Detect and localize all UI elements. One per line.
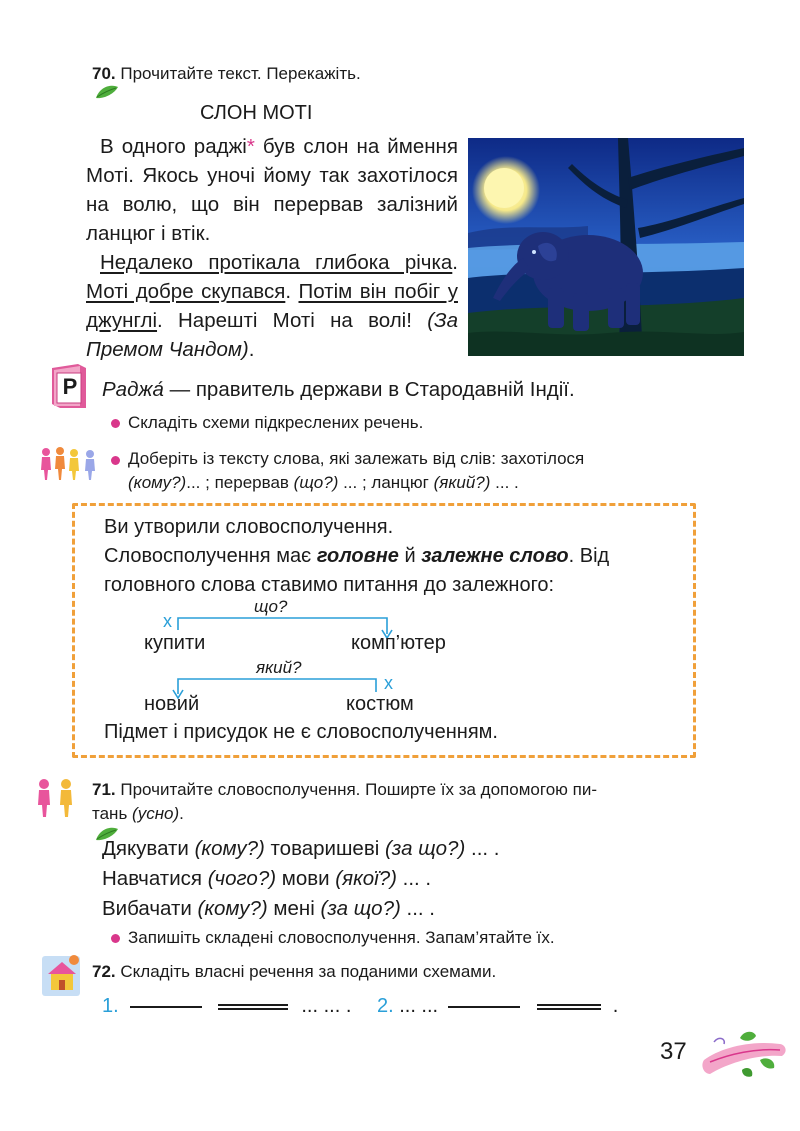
- footnote-term: Раджа́: [102, 378, 164, 401]
- ex71-instruction-note: (усно): [132, 804, 180, 823]
- ex71-phrase-2: [102, 864, 499, 894]
- question-word: (якої?): [335, 867, 397, 890]
- scheme2-dependent-word: новий: [144, 693, 200, 715]
- predicate-double-line: [218, 1004, 288, 1010]
- ex71-phrase-1: [102, 834, 499, 864]
- scheme2-main-word: костюм: [346, 693, 414, 715]
- scheme-dots: ... ... .: [301, 995, 352, 1017]
- bullet-text: ... .: [490, 473, 519, 492]
- underlined-sentence-2: Моті добре скупався: [86, 280, 286, 303]
- subject-line: [448, 1006, 520, 1008]
- ex70-number: 70.: [92, 64, 116, 83]
- ex70-instruction: Прочитайте текст. Перекажіть.: [120, 64, 361, 83]
- question-word: (який?): [433, 473, 491, 492]
- phrase-word: товаришеві: [264, 837, 385, 860]
- subject-line: [130, 1006, 202, 1008]
- bullet-dot: [111, 456, 120, 465]
- bullet-text: ... ; перервав: [186, 473, 294, 492]
- phrase-word: Вибачати: [102, 897, 198, 920]
- story-text-part: був слон на ймення Моті. Якось уночі йому так захотілося на волю, що він перервав залізний ланцюг і втік.: [86, 135, 458, 245]
- ex72-header: [92, 960, 496, 984]
- rule-line-1: Ви утворили словосполучення.: [104, 516, 394, 538]
- phrase-word: мені: [267, 897, 321, 920]
- ex70-header: [92, 62, 361, 86]
- phrase-word: мови: [276, 867, 336, 890]
- story-text-part: .: [248, 338, 255, 361]
- ex71-instruction: тань: [92, 804, 133, 823]
- footnote-star: *: [246, 135, 255, 158]
- ex72-schemes: [102, 993, 618, 1019]
- ex71-phrase-3: [102, 894, 499, 924]
- bullet-dot: [111, 419, 120, 428]
- elephant-night-illustration: [468, 138, 744, 356]
- ex71-bullet: Запишіть складені словосполучення. Запам’ятайте їх.: [128, 928, 555, 947]
- ex70-bullet-2: [128, 447, 698, 495]
- page-number: 37: [660, 1038, 687, 1065]
- group-work-icon: [38, 446, 102, 482]
- story-author: (За Премом Чандом): [86, 309, 458, 361]
- story-text-part: В одного раджі: [100, 135, 247, 158]
- house-writing-icon: [40, 950, 84, 1000]
- ex71-number: 71.: [92, 780, 116, 799]
- story-text-part: . Нарешті Моті на волі!: [157, 309, 428, 332]
- scheme1-cross: x: [163, 611, 172, 631]
- footnote-definition: — правитель держави в Стародавній Індії.: [163, 378, 575, 401]
- story-paragraph-2: Недалеко протікала глибока річка. Моті добре скупався. Потім він побіг у джунглі. Нарешті Моті на волі! (За Премом Чандом).: [86, 251, 458, 361]
- phrase-word: ... .: [400, 897, 435, 920]
- rule-line-2: [104, 542, 609, 571]
- underlined-sentence-3: Потім він побіг у джунглі: [86, 280, 458, 332]
- ex71-phrases: [102, 834, 499, 924]
- scroll-decoration-icon: [700, 1030, 790, 1082]
- ex72-number: 72.: [92, 962, 116, 981]
- question-word: (за що?): [384, 837, 466, 860]
- footnote: [102, 376, 575, 404]
- rule-text-part: й: [398, 545, 422, 567]
- ex71-instruction: .: [179, 804, 184, 823]
- pair-work-icon: [34, 778, 78, 818]
- question-word: (що?): [293, 473, 339, 492]
- scheme1-main-word: купити: [144, 632, 206, 654]
- question-word: (кому?): [128, 473, 187, 492]
- question-word: (кому?): [197, 897, 268, 920]
- ex72-instruction: Складіть власні речення за поданими схемами.: [120, 962, 497, 981]
- question-word: (кому?): [194, 837, 265, 860]
- predicate-double-line: [537, 1004, 601, 1010]
- scheme-number-1: 1.: [102, 995, 119, 1017]
- dictionary-letter: Р: [62, 374, 78, 399]
- ex70-bullet-1: Складіть схеми підкреслених речень.: [128, 413, 424, 432]
- scheme-end: .: [612, 995, 619, 1017]
- scheme2-question: який?: [256, 658, 302, 677]
- story-paragraph-1: [86, 132, 458, 248]
- rule-dependent-word: залежне слово: [421, 545, 569, 567]
- rule-text: [104, 513, 609, 600]
- rule-main-word: головне: [316, 545, 399, 567]
- bullet-text: ... ; ланцюг: [338, 473, 434, 492]
- ex71-instruction: Прочитайте словосполучення. Поширте їх за допомогою пи-: [120, 780, 597, 799]
- scheme-dots: ... ...: [399, 995, 439, 1017]
- phrase-word: Дякувати: [102, 837, 195, 860]
- rule-text-part: Словосполучення має: [104, 545, 317, 567]
- scheme-number-2: 2.: [376, 995, 394, 1017]
- question-word: (чого?): [207, 867, 277, 890]
- bullet-text: Доберіть із тексту слова, які залежать від слів: захотілося: [128, 449, 585, 468]
- leaf-icon: [94, 84, 120, 100]
- underlined-sentence-1: Недалеко протікала глибока річка: [100, 251, 453, 274]
- phrase-word: ... .: [396, 867, 432, 890]
- rule-line-3: головного слова ставимо питання до залежного:: [104, 574, 555, 596]
- rule-last-line: Підмет і присудок не є словосполученням.: [104, 721, 498, 743]
- bullet-dot: [111, 934, 120, 943]
- rule-text-part: . Від: [568, 545, 610, 567]
- phrase-word: Навчатися: [102, 867, 208, 890]
- story-text: [86, 132, 458, 364]
- scheme2-cross: x: [384, 673, 393, 693]
- scheme1-question: що?: [254, 597, 288, 616]
- scheme1-dependent-word: комп’ютер: [351, 632, 446, 654]
- question-word: (за що?): [320, 897, 401, 920]
- story-title: СЛОН МОТІ: [200, 102, 313, 124]
- ex71-header: [92, 778, 692, 826]
- phrase-word: ... .: [465, 837, 500, 860]
